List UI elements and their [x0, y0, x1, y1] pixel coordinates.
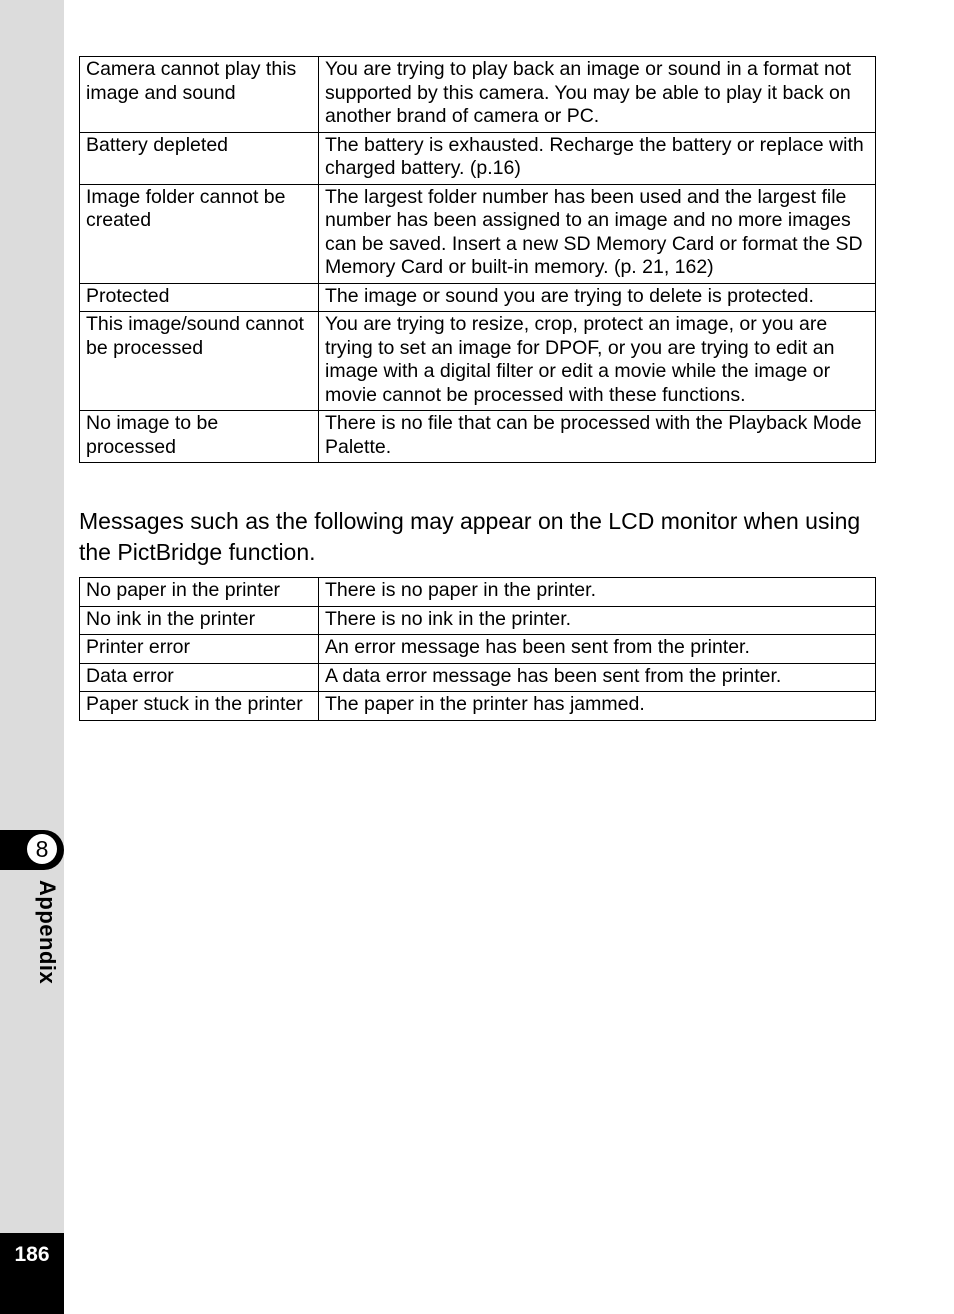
description-cell: The image or sound you are trying to delete is protected.: [319, 283, 876, 312]
message-cell: Camera cannot play this image and sound: [80, 57, 319, 133]
description-cell: The largest folder number has been used and the largest file number has been assigned to an image and no more images can be saved. Insert a new SD Memory Card or format the SD Memory Card or built-in memory. (p. 21, 162): [319, 184, 876, 283]
table-row: [80, 283, 876, 312]
side-bar: [0, 0, 64, 1314]
table-row: [80, 57, 876, 133]
table-row: [80, 184, 876, 283]
table-row: [80, 606, 876, 635]
table-row: [80, 663, 876, 692]
message-cell: This image/sound cannot be processed: [80, 312, 319, 411]
description-cell: The paper in the printer has jammed.: [319, 692, 876, 721]
table-row: [80, 411, 876, 463]
pictbridge-intro: Messages such as the following may appear on the LCD monitor when using the PictBridge function.: [79, 508, 861, 565]
message-cell: No ink in the printer: [80, 606, 319, 635]
table-row: [80, 132, 876, 184]
description-cell: An error message has been sent from the printer.: [319, 635, 876, 664]
message-cell: Image folder cannot be created: [80, 184, 319, 283]
description-cell: A data error message has been sent from the printer.: [319, 663, 876, 692]
description-cell: The battery is exhausted. Recharge the battery or replace with charged battery. (p.16): [319, 132, 876, 184]
message-cell: Protected: [80, 283, 319, 312]
table-row: [80, 635, 876, 664]
page-number: 186: [14, 1243, 50, 1266]
message-cell: Battery depleted: [80, 132, 319, 184]
message-cell: No paper in the printer: [80, 578, 319, 607]
error-messages-table: [79, 56, 876, 463]
chapter-number: 8: [27, 834, 57, 864]
description-cell: You are trying to resize, crop, protect an image, or you are trying to set an image for DPOF, or you are trying to edit an image with a digital filter or edit a movie while the image or movie cannot be processed with these functions.: [319, 312, 876, 411]
pictbridge-messages-table: [79, 577, 876, 721]
table-row: [80, 692, 876, 721]
section-label: Appendix: [35, 880, 60, 985]
description-cell: There is no file that can be processed with the Playback Mode Palette.: [319, 411, 876, 463]
table-row: [80, 312, 876, 411]
table-row: [80, 578, 876, 607]
description-cell: There is no paper in the printer.: [319, 578, 876, 607]
message-cell: Paper stuck in the printer: [80, 692, 319, 721]
message-cell: Printer error: [80, 635, 319, 664]
description-cell: There is no ink in the printer.: [319, 606, 876, 635]
description-cell: You are trying to play back an image or sound in a format not supported by this camera. You may be able to play it back on another brand of camera or PC.: [319, 57, 876, 133]
message-cell: Data error: [80, 663, 319, 692]
message-cell: No image to be processed: [80, 411, 319, 463]
